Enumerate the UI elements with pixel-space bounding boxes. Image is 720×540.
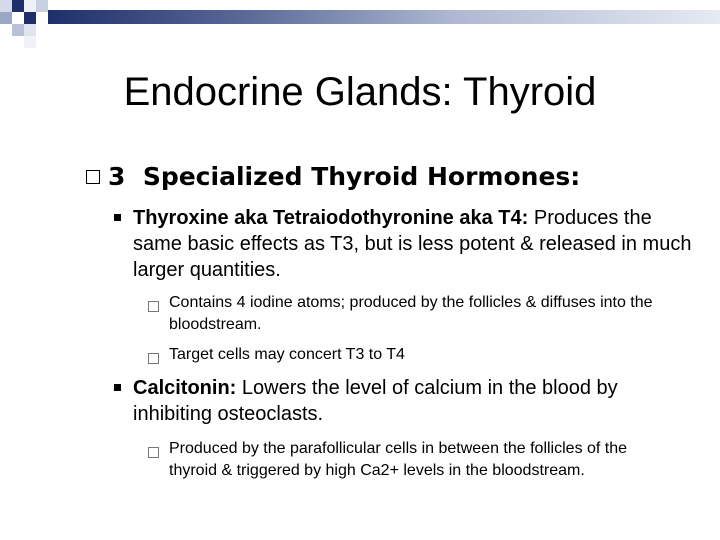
sub-item-text: Produced by the parafollicular cells in between the follicles of the thyroid & triggered by high Ca2+ levels in the bloodstream. [169,440,628,479]
hollow-square-bullet-icon [86,170,100,184]
filled-square-bullet-icon [114,214,121,221]
heading-text: Specialized Thyroid Hormones: [142,162,581,191]
sub-item-text: Target cells may concert T3 to T4 [169,346,405,363]
item-description: Produces the same basic effects as T3, but is less potent & released in much larger quantities. [133,207,692,281]
item-term: Thyroxine aka Tetraiodothyronine aka T4: [133,207,529,229]
list-item-thyroxine [114,205,694,283]
hollow-square-bullet-icon [148,447,159,458]
sub-list-item [148,292,678,336]
section-heading [86,160,686,194]
slide-title: Endocrine Glands: Thyroid [123,70,597,114]
sub-list-item [148,344,678,366]
top-gradient-band [48,10,720,24]
sub-item-text: Contains 4 iodine atoms; produced by the follicles & diffuses into the bloodstream. [169,294,653,333]
item-description: Lowers the level of calcium in the blood by inhibiting osteoclasts. [133,377,618,425]
list-item-calcitonin [114,375,694,427]
hollow-square-bullet-icon [148,353,159,364]
hollow-square-bullet-icon [148,301,159,312]
decorative-square-pattern [0,0,60,48]
heading-prefix: 3 [108,162,126,191]
item-term: Calcitonin: [133,377,237,399]
filled-square-bullet-icon [114,384,121,391]
sub-list-item [148,438,678,482]
